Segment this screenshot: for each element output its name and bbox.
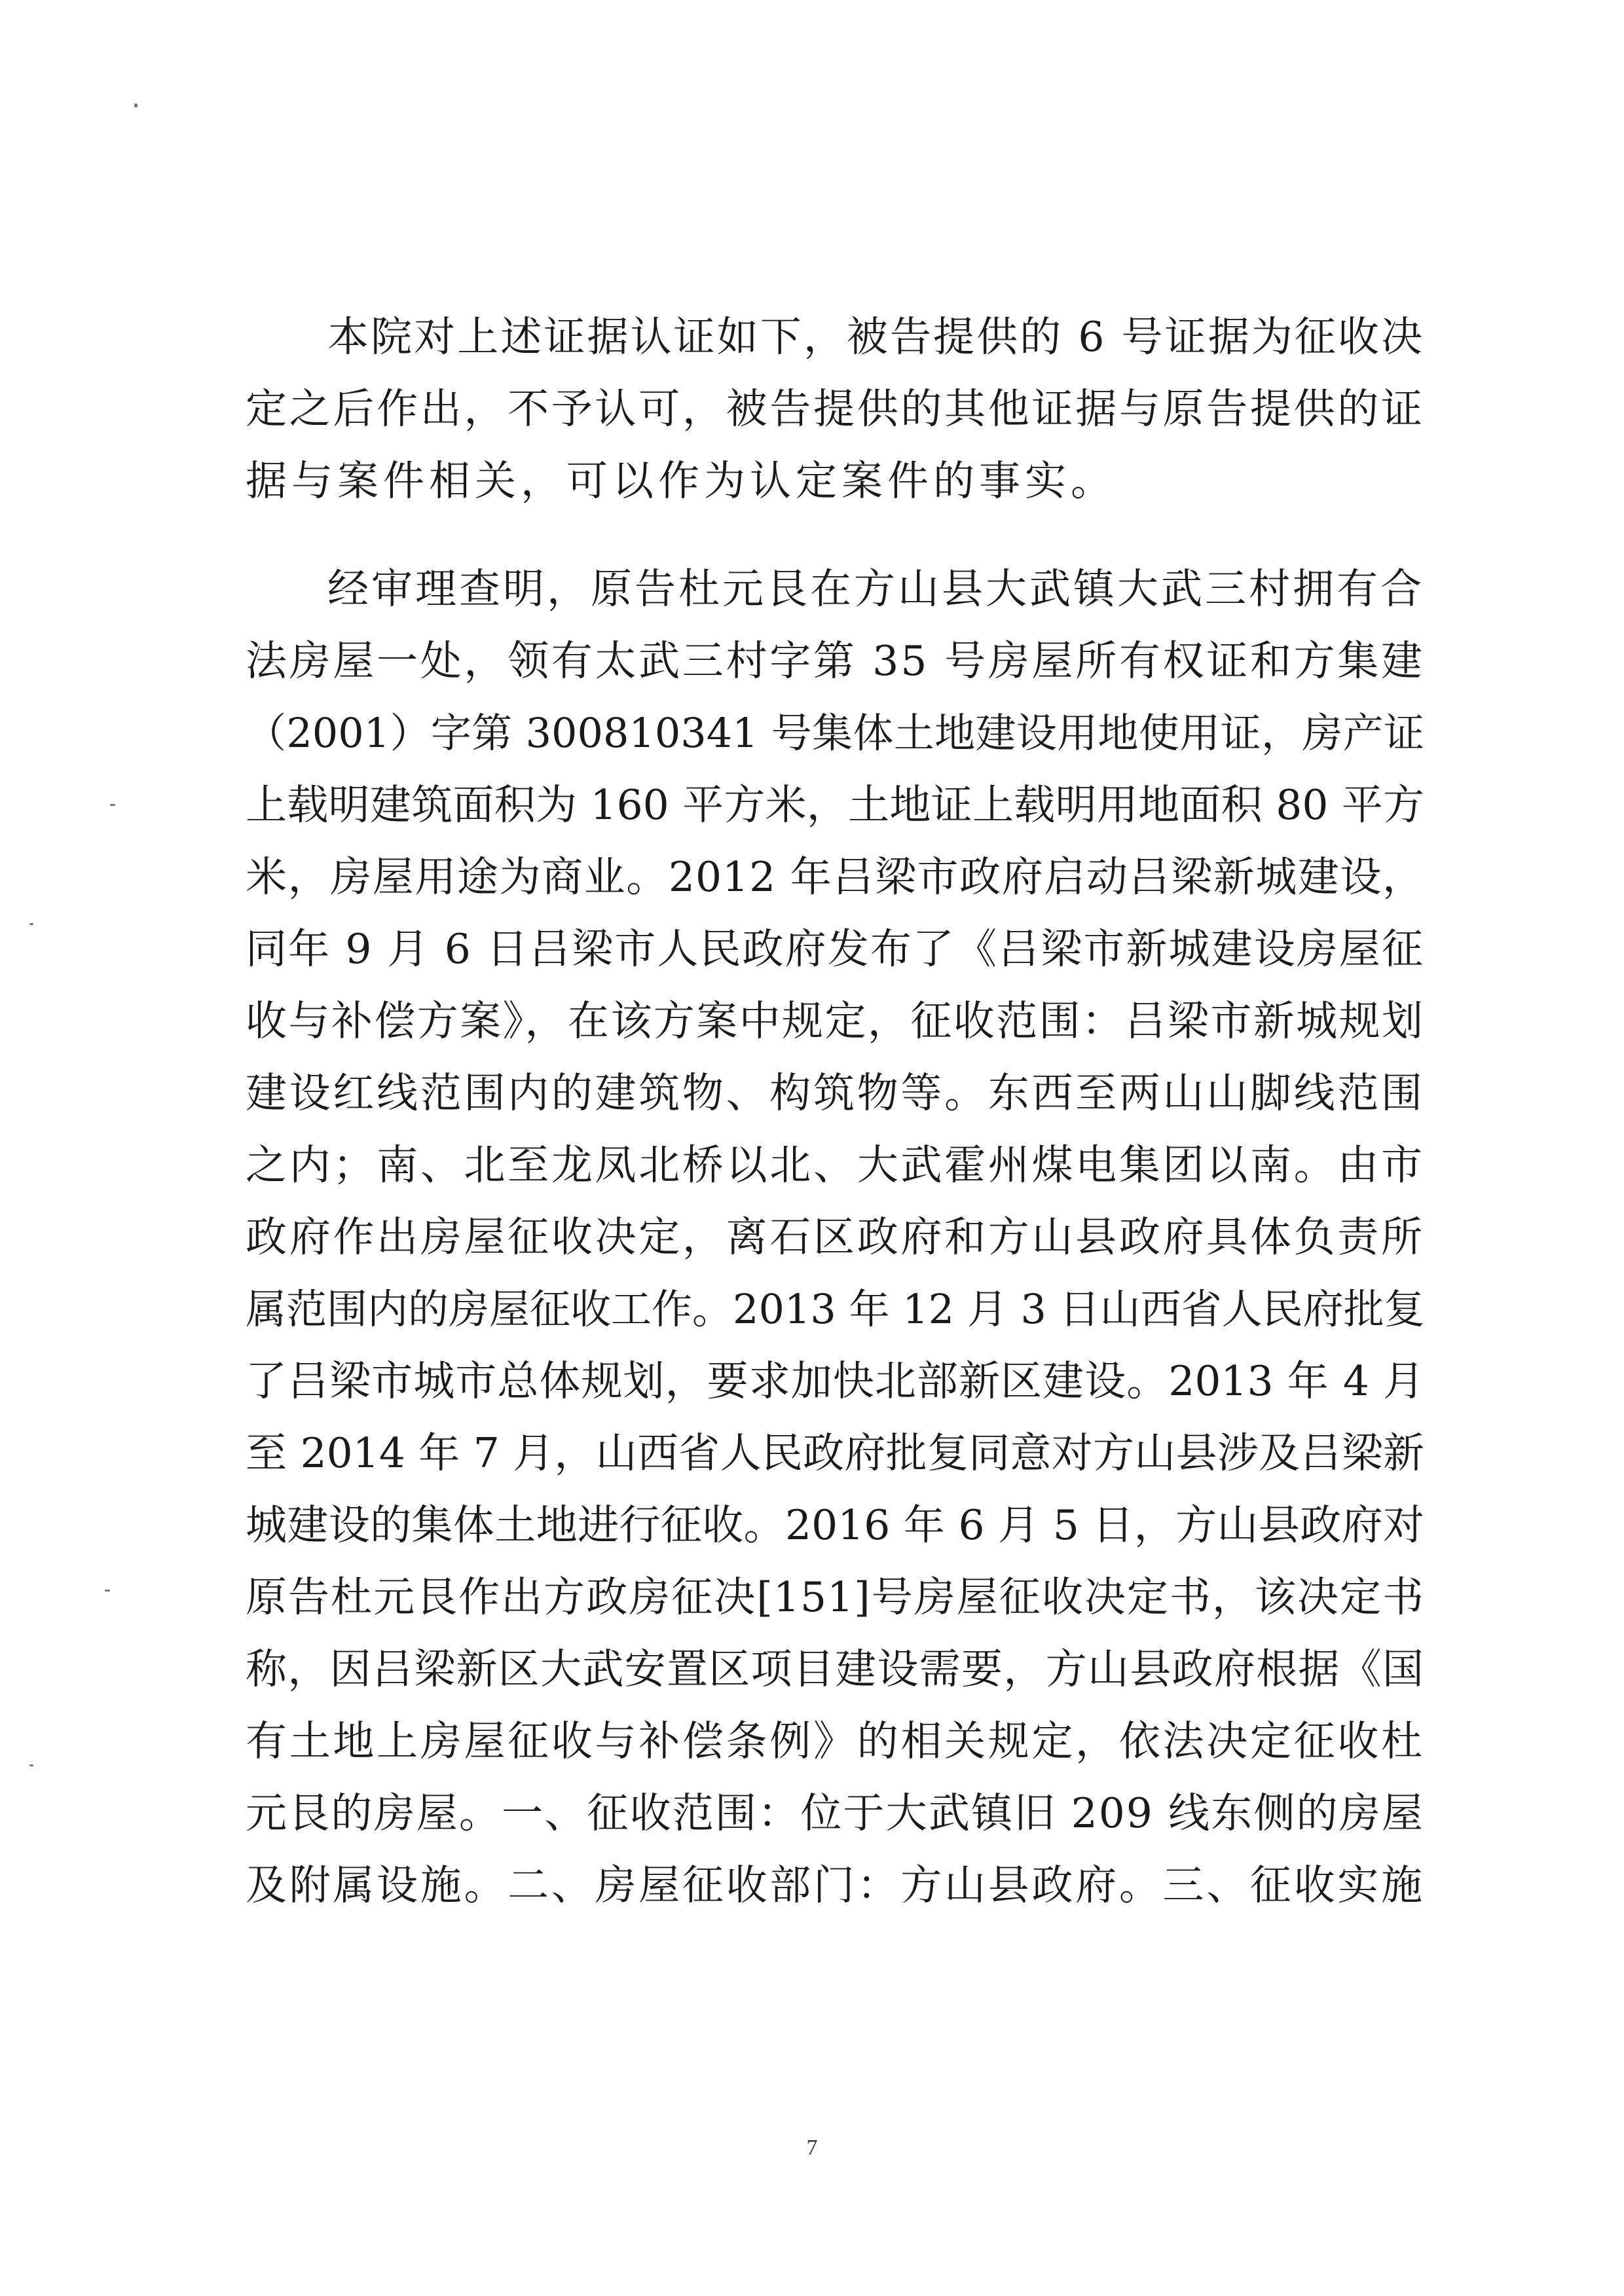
- paragraph-line: 有土地上房屋征收与补偿条例》的相关规定，依法决定征收杜: [246, 1717, 1424, 1765]
- paragraph-line: 之内；南、北至龙凤北桥以北、大武霍州煤电集团以南。由市: [246, 1141, 1424, 1189]
- paragraph-line: 称，因吕梁新区大武安置区项目建设需要，方山县政府根据《国: [246, 1645, 1424, 1693]
- paragraph-line: 本院对上述证据认证如下，被告提供的 6 号证据为征收决: [327, 313, 1424, 361]
- paragraph-line: 原告杜元艮作出方政房征决[151]号房屋征收决定书，该决定书: [246, 1573, 1424, 1621]
- paragraph-line: 及附属设施。二、房屋征收部门：方山县政府。三、征收实施: [246, 1861, 1424, 1909]
- paragraph-line: 同年 9 月 6 日吕梁市人民政府发布了《吕梁市新城建设房屋征: [246, 925, 1424, 973]
- paragraph-line: 政府作出房屋征收决定，离石区政府和方山县政府具体负责所: [246, 1213, 1424, 1261]
- scan-speck: [105, 1590, 110, 1592]
- paragraph-line: 至 2014 年 7 月，山西省人民政府批复同意对方山县涉及吕梁新: [246, 1429, 1424, 1477]
- paragraph-line: （2001）字第 300810341 号集体土地建设用地使用证，房产证: [246, 709, 1424, 757]
- scan-speck: [29, 923, 33, 925]
- paragraph-line: 上载明建筑面积为 160 平方米，土地证上载明用地面积 80 平方: [246, 781, 1424, 829]
- paragraph-line: 米，房屋用途为商业。2012 年吕梁市政府启动吕梁新城建设，: [246, 853, 1424, 901]
- scan-speck: [134, 103, 138, 107]
- paragraph-line: 建设红线范围内的建筑物、构筑物等。东西至两山山脚线范围: [246, 1069, 1424, 1117]
- paragraph-line: 据与案件相关，可以作为认定案件的事实。: [246, 457, 1116, 505]
- paragraph-line: 收与补偿方案》，在该方案中规定，征收范围：吕梁市新城规划: [246, 997, 1424, 1045]
- paragraph-line: 属范围内的房屋征收工作。2013 年 12 月 3 日山西省人民府批复: [246, 1285, 1425, 1333]
- paragraph-line: 法房屋一处，领有太武三村字第 35 号房屋所有权证和方集建: [246, 637, 1424, 685]
- page-number: 7: [806, 2136, 818, 2160]
- paragraph-line: 定之后作出，不予认可，被告提供的其他证据与原告提供的证: [246, 385, 1424, 433]
- paragraph-line: 经审理查明，原告杜元艮在方山县大武镇大武三村拥有合: [327, 565, 1424, 613]
- scan-speck: [29, 1764, 33, 1766]
- paragraph-line: 了吕梁市城市总体规划，要求加快北部新区建设。2013 年 4 月: [246, 1357, 1424, 1405]
- paragraph-line: 城建设的集体土地进行征收。2016 年 6 月 5 日，方山县政府对: [246, 1501, 1424, 1549]
- scan-speck: [110, 804, 115, 806]
- paragraph-line: 元艮的房屋。一、征收范围：位于大武镇旧 209 线东侧的房屋: [246, 1789, 1424, 1837]
